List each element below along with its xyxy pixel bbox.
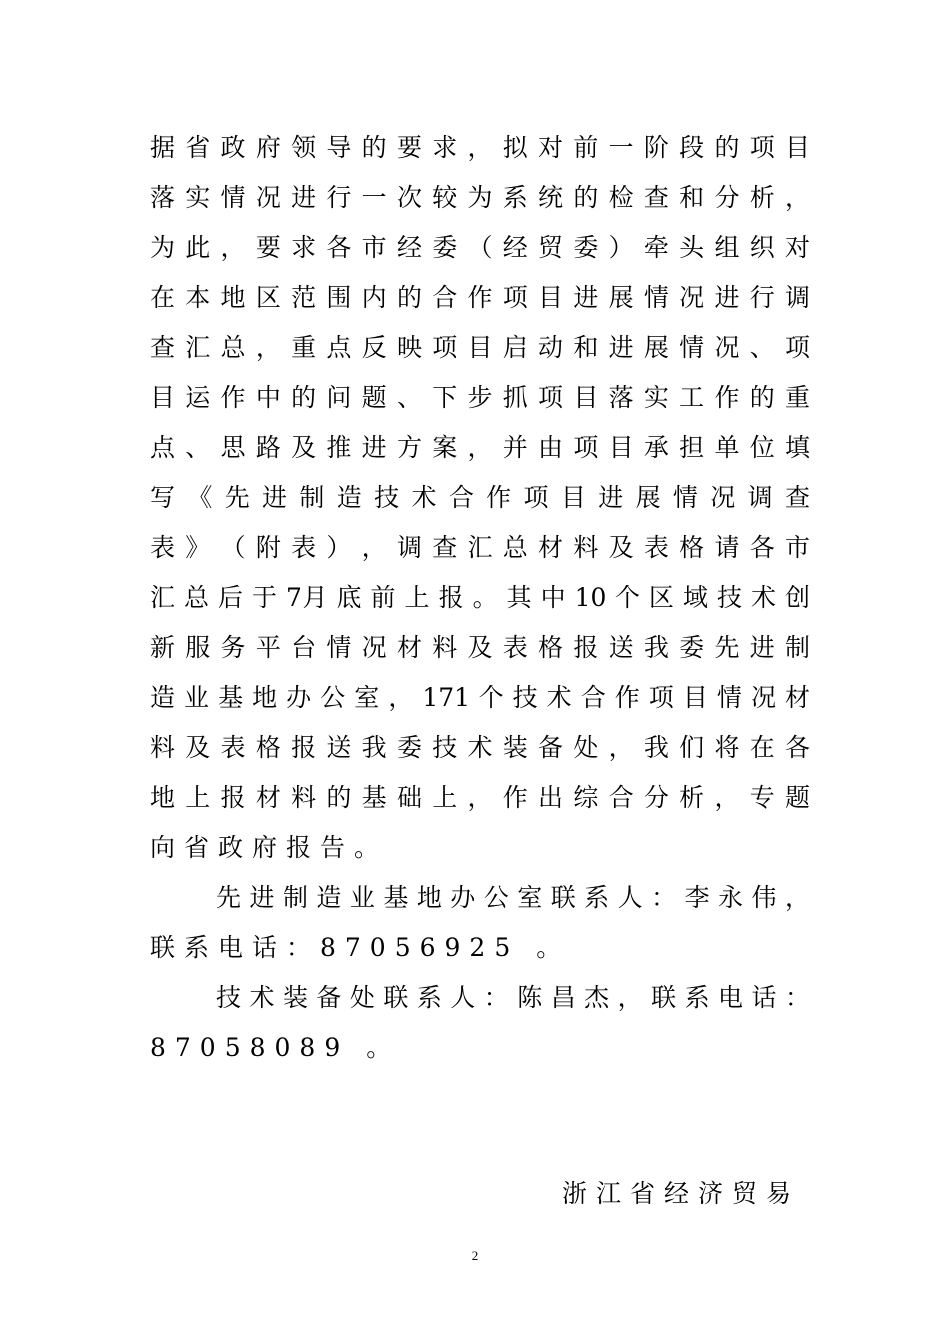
body-text [150, 128, 810, 1078]
body-line: 表 》 （ 附 表 ） ， 调 查 汇 总 材 料 及 表 格 请 各 市 [150, 533, 810, 562]
body-last-line: 向省政府报告。 [150, 833, 389, 862]
body-line: 落 实 情 况 进 行 一 次 较 为 系 统 的 检 查 和 分 析 ， [150, 183, 810, 212]
body-line: 目 运 作 中 的 问 题 、 下 步 抓 项 目 落 实 工 作 的 重 [150, 383, 810, 412]
contact-office-line: 先 进 制 造 业 基 地 办 公 室 联 系 人 ： 李 永 伟 ， [216, 883, 810, 912]
contact-office-phone-line: 联系电话：87056925 。 [150, 933, 571, 962]
contact-equipment-phone-line: 87058089 。 [150, 1033, 401, 1062]
signature-organization: 浙江省经济贸易 [562, 1179, 801, 1208]
body-line: 新 服 务 平 台 情 况 材 料 及 表 格 报 送 我 委 先 进 制 [150, 633, 810, 662]
body-line: 点 、 思 路 及 推 进 方 案 ， 并 由 项 目 承 担 单 位 填 [150, 433, 810, 462]
page-number: 2 [471, 1248, 479, 1263]
body-line: 查 汇 总 ， 重 点 反 映 项 目 启 动 和 进 展 情 况 、 项 [150, 333, 810, 362]
body-line: 在 本 地 区 范 围 内 的 合 作 项 目 进 展 情 况 进 行 调 [150, 283, 810, 312]
contact-equipment-line: 技 术 装 备 处 联 系 人 ： 陈 昌 杰 ， 联 系 电 话 ： [216, 983, 810, 1012]
body-line: 为 此 ， 要 求 各 市 经 委 （ 经 贸 委 ） 牵 头 组 织 对 [150, 233, 810, 262]
body-line: 料 及 表 格 报 送 我 委 技 术 装 备 处 ， 我 们 将 在 各 [150, 733, 810, 762]
body-line: 地 上 报 材 料 的 基 础 上 ， 作 出 综 合 分 析 ， 专 题 [150, 783, 810, 812]
body-line: 汇 总 后 于 7月 底 前 上 报 。 其 中 10 个 区 域 技 术 创 [150, 583, 810, 612]
body-line: 造 业 基 地 办 公 室 ， 171 个 技 术 合 作 项 目 情 况 材 [150, 683, 810, 712]
body-line: 写 《 先 进 制 造 技 术 合 作 项 目 进 展 情 况 调 查 [150, 483, 810, 512]
body-line: 据 省 政 府 领 导 的 要 求 ， 拟 对 前 一 阶 段 的 项 目 [150, 133, 810, 162]
